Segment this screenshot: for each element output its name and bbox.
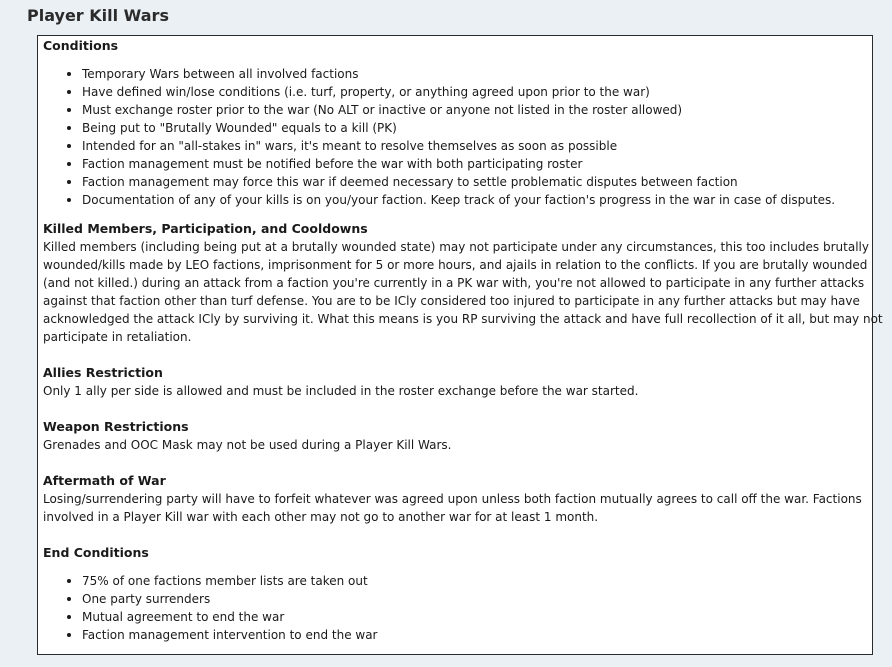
section-allies-restriction [43, 364, 872, 400]
list-item: Intended for an "all-stakes in" wars, it's meant to resolve themselves as soon as possible [43, 137, 872, 155]
list-item: Being put to "Brutally Wounded" equals to a kill (PK) [43, 119, 872, 137]
paragraph-line: acknowledged the attack ICly by surviving it. What this means is you RP surviving the attack and have full recollection of it all, but may not [43, 312, 883, 326]
section-heading: Conditions [43, 38, 119, 53]
list-item: Faction management may force this war if deemed necessary to settle problematic disputes between faction [43, 173, 872, 191]
end-conditions-list [43, 572, 872, 644]
conditions-list [43, 65, 872, 209]
paragraph-line: Losing/surrendering party will have to forfeit whatever was agreed upon unless both faction mutually agrees to call off the war. Factions [43, 492, 862, 506]
list-item: Have defined win/lose conditions (i.e. turf, property, or anything agreed upon prior to the war) [43, 83, 872, 101]
paragraph: Only 1 ally per side is allowed and must be included in the roster exchange before the war started. [43, 384, 639, 398]
section-heading: End Conditions [43, 545, 149, 560]
list-item: Faction management must be notified before the war with both participating roster [43, 155, 872, 173]
section-aftermath [43, 472, 872, 526]
list-item: Must exchange roster prior to the war (No ALT or inactive or anyone not listed in the roster allowed) [43, 101, 872, 119]
section-conditions [43, 37, 872, 209]
paragraph-line: against that faction other than turf defense. You are to be ICly considered too injured to participate in any further attacks but may have [43, 294, 860, 308]
list-item: 75% of one factions member lists are taken out [43, 572, 872, 590]
section-weapon-restrictions [43, 418, 872, 454]
section-heading: Aftermath of War [43, 473, 166, 488]
section-heading: Allies Restriction [43, 365, 163, 380]
list-item: Documentation of any of your kills is on you/your faction. Keep track of your faction's progress in the war in case of disputes. [43, 191, 872, 209]
page-title: Player Kill Wars [27, 6, 169, 25]
paragraph: Grenades and OOC Mask may not be used during a Player Kill Wars. [43, 438, 452, 452]
section-heading: Weapon Restrictions [43, 419, 189, 434]
section-killed-members [43, 220, 883, 346]
section-heading: Killed Members, Participation, and Cooldowns [43, 221, 368, 236]
paragraph-line: Killed members (including being put at a brutally wounded state) may not participate under any circumstances, this too includes brutally [43, 240, 869, 254]
paragraph-line: (and not killed.) during an attack from a faction you're currently in a PK war with, you're not allowed to participate in any further attacks [43, 276, 865, 290]
paragraph-line: wounded/kills made by LEO factions, imprisonment for 5 or more hours, and ajails in relation to the conflicts. If you are brutally wounded [43, 258, 868, 272]
list-item: Mutual agreement to end the war [43, 608, 872, 626]
list-item: Faction management intervention to end the war [43, 626, 872, 644]
list-item: One party surrenders [43, 590, 872, 608]
paragraph-line: participate in retaliation. [43, 330, 192, 344]
section-end-conditions [43, 544, 872, 644]
rules-content-box [37, 35, 883, 655]
paragraph-line: involved in a Player Kill war with each other may not go to another war for at least 1 month. [43, 510, 599, 524]
list-item: Temporary Wars between all involved factions [43, 65, 872, 83]
